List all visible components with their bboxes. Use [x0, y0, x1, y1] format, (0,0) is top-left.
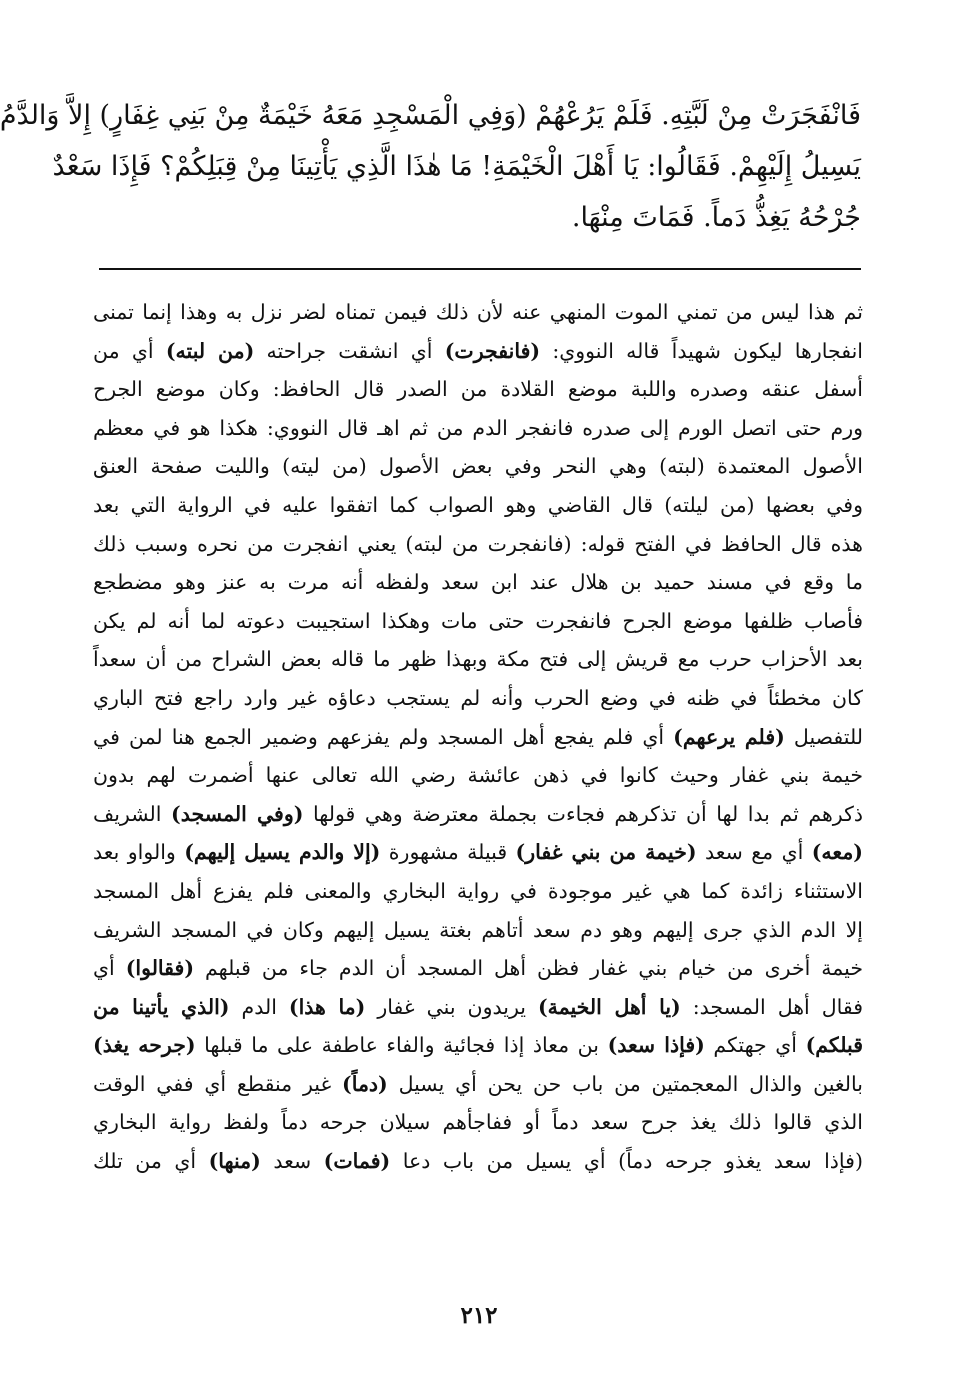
- commentary-line: [93, 679, 863, 718]
- commentary-line: [93, 640, 863, 679]
- commentary-text-span: كان مخطئاً في ظنه في وضع الحرب وأنه لم يستجب دعاؤه غير وارد راجع فتح الباري: [93, 685, 863, 710]
- bold-phrase: (إلا والدم يسيل إليهم): [184, 840, 381, 865]
- hadith-line: فَانْفَجَرَتْ مِنْ لَبَّتِهِ. فَلَمْ يَرُعْهُمْ (وَفِي الْمَسْجِدِ مَعَهُ خَيْمَةٌ مِنْ بَنِي غِفَارٍ) إِلاَّ وَالدَّمُ: [0, 100, 861, 131]
- hadith-text: [0, 90, 861, 243]
- bold-phrase: (خيمة من بني غفار): [515, 840, 697, 865]
- commentary-line: [93, 1026, 863, 1065]
- commentary-text-span: الدم: [229, 994, 289, 1019]
- commentary-text-span: خيمة أخرى من خيام بني غفار فظن أهل المسجد أن الدم جاء من قبلهم: [194, 956, 863, 981]
- commentary-text-span: الاستثناء زائدة كما هي غير موجودة في رواية البخاري والمعنى فلم يفزع أهل المسجد: [93, 878, 863, 903]
- hadith-line: يَسِيلُ إِلَيْهِمْ. فَقَالُوا: يَا أَهْلَ الْخَيْمَةِ! مَا هٰذَا الَّذِي يَأْتِينَا مِنْ قِبَلِكُمْ؟ فَإِذَا سَعْدٌ: [52, 151, 861, 182]
- commentary-text-span: إلا الدم الذي جرى إليهم وهو دم سعد أتاهم بغتة يسيل إليهم وكان في المسجد الشريف: [93, 917, 863, 942]
- bold-phrase: (دماً): [342, 1071, 388, 1096]
- bold-phrase: (الذي يأتينا من: [93, 994, 230, 1019]
- commentary-line: [93, 332, 863, 371]
- commentary-text-span: انفجارها ليكون شهيداً قاله النووي:: [540, 338, 863, 363]
- commentary-text-span: والواو بعد: [93, 840, 185, 865]
- commentary-text-span: قبيلة مشهورة: [380, 840, 516, 865]
- bold-phrase: (يا أهل الخيمة): [537, 994, 681, 1019]
- commentary-text-span: وفي بعضها (من ليلته) قال القاضي وهو الصواب كما اتفقوا عليه في الرواية التي بعد: [93, 492, 863, 517]
- bold-phrase: (وفي المسجد): [171, 801, 304, 826]
- commentary-text-span: يريدون بني غفار: [365, 994, 538, 1019]
- commentary-text-span: هذه قال الحافظ في الفتح قوله: (فانفجرت من لبته) يعني انفجرت من نحره وسبب ذلك: [93, 531, 863, 556]
- commentary-text-span: للتفصيل: [784, 724, 863, 749]
- commentary-text-span: بعد الأحزاب حرب مع قريش إلى فتح مكة وبهذا ظهر ما قاله بعض الشراح من أن سعداً: [93, 647, 863, 672]
- commentary-line: [93, 1065, 863, 1104]
- book-page: [1, 0, 957, 1379]
- bold-phrase: قبلكم): [805, 1033, 864, 1058]
- commentary-text-span: أي من: [93, 338, 166, 363]
- hadith-line: جُرْحُهُ يَغِذُّ دَماً. فَمَاتَ مِنْهَا.: [571, 202, 861, 233]
- commentary-line: [93, 1142, 863, 1181]
- commentary-text-span: أي فلم يفجع أهل المسجد ولم يفزعهم وضمير الجمع هنا لمن في: [93, 724, 674, 749]
- commentary-line: [93, 949, 863, 988]
- commentary-text-span: فقال أهل المسجد:: [680, 994, 864, 1019]
- commentary-line: [93, 563, 863, 602]
- commentary-line: [93, 911, 863, 950]
- commentary-text-span: (فإذا سعد يغذو جرحه دماً) أي يسيل من باب دعا: [390, 1149, 863, 1174]
- commentary-text-span: أي من تلك: [93, 1149, 209, 1174]
- commentary-text-span: ما وقع في مسند حميد بن هلال عند ابن سعد ولفظه أنه مرت به عنز وهو مضطجع: [93, 570, 863, 595]
- commentary-line: [93, 409, 863, 448]
- bold-phrase: (فانفجرت): [444, 338, 541, 363]
- commentary-line: [93, 872, 863, 911]
- bold-phrase: (من لبته): [165, 338, 255, 363]
- commentary-text-span: الشريف: [93, 801, 172, 826]
- commentary-text-span: بن معاذ إذا فجائية والفاء عاطفة على ما قبلها: [195, 1033, 608, 1058]
- commentary-text-span: ذكرهم ثم بدا لها أن تذكرهم فجاءت بجملة معترضة وهي قولها: [303, 801, 863, 826]
- commentary-text-span: أي جهتكم: [704, 1033, 806, 1058]
- commentary-line: [93, 525, 863, 564]
- commentary-text-span: أسفل عنقه وصدره واللبة موضع القلادة من الصدر قال الحافظ: وكان موضع الجرح: [93, 377, 863, 402]
- commentary-text-span: سعد: [260, 1149, 324, 1174]
- bold-phrase: (معه): [811, 840, 863, 865]
- page-number: ٢١٢: [460, 1302, 498, 1329]
- commentary-line: [93, 756, 863, 795]
- commentary-line: [93, 718, 863, 757]
- bold-phrase: (فإذا سعد): [607, 1033, 705, 1058]
- separator-rule: [99, 268, 861, 270]
- commentary-line: [93, 795, 863, 834]
- commentary-text-span: أي: [93, 956, 126, 981]
- commentary-line: [93, 602, 863, 641]
- commentary-text-span: بالغين والذال المعجمتين من باب حن يحن أي يسيل: [387, 1071, 863, 1096]
- bold-phrase: (ما هذا): [288, 994, 366, 1019]
- bold-phrase: (فقالوا): [125, 956, 195, 981]
- commentary-text-span: الذي قالوا ذلك يغذ جرح سعد دماً أو ففاجأهم سيلان جرحه دماً ولفظ رواية البخاري: [93, 1110, 863, 1135]
- commentary-text-span: غير منقطع أي ففي الوقت: [93, 1071, 342, 1096]
- commentary-text-span: أي مع سعد: [696, 840, 812, 865]
- bold-phrase: (منها): [208, 1149, 261, 1174]
- bold-phrase: (فمات): [323, 1149, 391, 1174]
- commentary-line: [93, 486, 863, 525]
- commentary-text-span: الأصول المعتمدة (لبته) وهي النحر وفي بعض الأصول (من ليته) والليت صفحة العنق: [93, 454, 863, 479]
- commentary-line: [93, 833, 863, 872]
- commentary-text: [93, 293, 863, 1181]
- commentary-line: [93, 370, 863, 409]
- commentary-line: [93, 447, 863, 486]
- commentary-text-span: فأصاب ظلفها موضع الجرح فانفجرت حتى مات وهكذا استجيبت دعوته لما أنه لم يكن: [93, 608, 863, 633]
- commentary-text-span: أي انشقت جراحته: [254, 338, 445, 363]
- commentary-line: [93, 1103, 863, 1142]
- bold-phrase: (فلم يرعهم): [673, 724, 785, 749]
- commentary-text-span: ثم هذا ليس من تمني الموت المنهي عنه لأن ذلك فيمن تمناه لضر نزل به وهذا إنما تمنى: [93, 300, 863, 324]
- commentary-line: [93, 988, 863, 1027]
- commentary-line: [93, 293, 863, 332]
- bold-phrase: (جرحه يغذ): [93, 1033, 196, 1058]
- commentary-text-span: خيمة بني غفار وحيث كانوا في ذهن عائشة رضي الله تعالى عنها أضمرت لهم بدون: [93, 763, 863, 788]
- commentary-text-span: ورم حتى اتصل الورم إلى صدره فانفجر الدم من ثم اهـ قال النووي: هكذا هو في معظم: [93, 415, 863, 440]
